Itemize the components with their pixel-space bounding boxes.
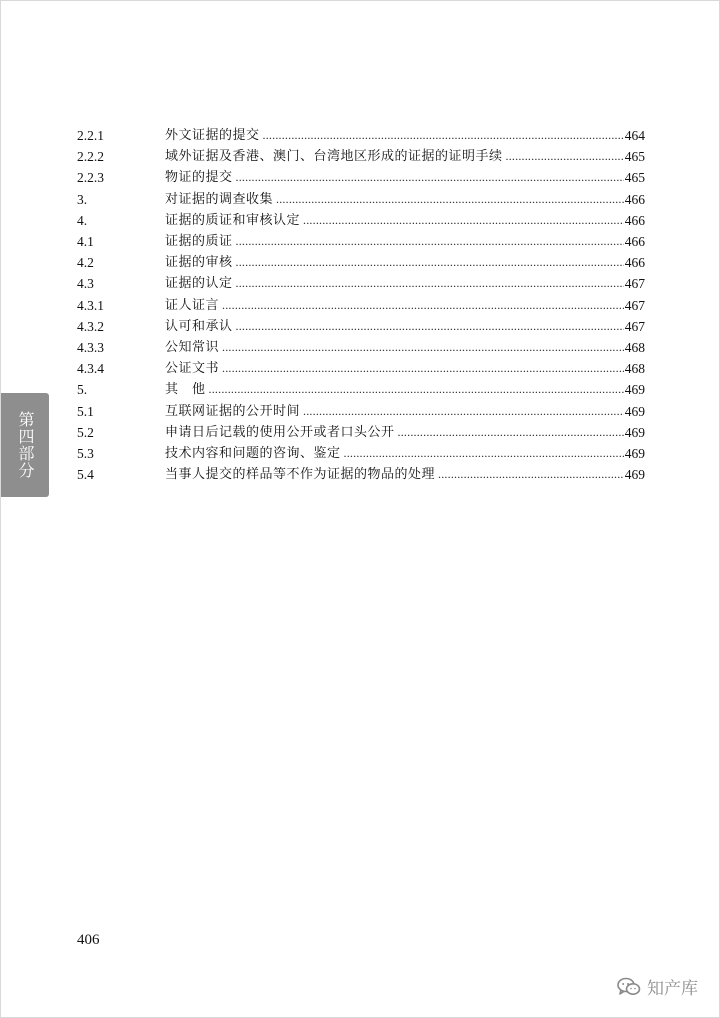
dot-leader [222, 358, 624, 379]
toc-entry-page: 466 [624, 212, 645, 228]
toc-entry-page: 465 [624, 149, 645, 165]
toc-entry-title: 证据的质证 [165, 234, 233, 250]
toc-entry-page: 469 [624, 403, 645, 419]
toc-entry-number: 5.1 [77, 403, 94, 419]
dot-leader [236, 167, 624, 188]
toc-entry-number: 4.2 [77, 255, 94, 271]
toc-entry [77, 125, 645, 146]
dot-leader [222, 295, 624, 316]
dot-leader [222, 337, 624, 358]
dot-leader [236, 316, 624, 337]
toc-entry-page: 468 [624, 361, 645, 377]
toc-entry-page: 469 [624, 424, 645, 440]
toc-entry-title: 对证据的调查收集 [165, 191, 274, 207]
watermark [617, 974, 698, 999]
section-side-tab [1, 393, 49, 497]
toc-entry [77, 464, 645, 485]
toc-entry-number: 3. [77, 191, 88, 207]
toc-entry [77, 146, 645, 167]
toc-entry-number: 5. [77, 382, 88, 398]
table-of-contents [77, 125, 645, 485]
toc-entry-page: 467 [624, 297, 645, 313]
toc-entry-title: 技术内容和问题的咨询、鉴定 [165, 445, 341, 461]
toc-entry-number: 4.3 [77, 276, 94, 292]
toc-entry-title: 申请日后记载的使用公开或者口头公开 [165, 424, 395, 440]
toc-entry-title: 当事人提交的样品等不作为证据的物品的处理 [165, 467, 436, 483]
toc-entry-number: 4.1 [77, 234, 94, 250]
toc-entry [77, 189, 645, 210]
dot-leader [506, 146, 624, 167]
toc-entry-title: 证据的认定 [165, 276, 233, 292]
toc-entry-title: 公知常识 [165, 339, 220, 355]
toc-entry-number: 4.3.1 [77, 297, 104, 313]
toc-entry [77, 358, 645, 379]
dot-leader [236, 252, 624, 273]
toc-entry-page: 466 [624, 234, 645, 250]
toc-entry-number: 4.3.4 [77, 361, 104, 377]
dot-leader [303, 210, 624, 231]
toc-entry-number: 2.2.1 [77, 128, 104, 144]
toc-entry-page: 469 [624, 467, 645, 483]
toc-entry [77, 337, 645, 358]
dot-leader [263, 125, 624, 146]
toc-entry-page: 466 [624, 191, 645, 207]
toc-entry-title: 公证文书 [165, 361, 220, 377]
dot-leader [398, 422, 624, 443]
toc-entry [77, 231, 645, 252]
page-number: 406 [77, 932, 100, 948]
toc-entry-title: 物证的提交 [165, 170, 233, 186]
toc-entry-title: 证人证言 [165, 297, 220, 313]
toc-entry [77, 210, 645, 231]
toc-entry-title: 证据的质证和审核认定 [165, 212, 301, 228]
wechat-icon [617, 977, 641, 997]
dot-leader [438, 464, 624, 485]
dot-leader [303, 401, 624, 422]
dot-leader [276, 189, 624, 210]
toc-entry-page: 469 [624, 445, 645, 461]
section-side-tab-label: 第四部分 [16, 411, 35, 479]
toc-entry-page: 469 [624, 382, 645, 398]
toc-entry-title: 域外证据及香港、澳门、台湾地区形成的证据的证明手续 [165, 149, 503, 165]
toc-entry [77, 252, 645, 273]
toc-entry-page: 467 [624, 276, 645, 292]
toc-entry-title: 证据的审核 [165, 255, 233, 271]
toc-entry-title: 认可和承认 [165, 318, 233, 334]
toc-entry-number: 2.2.2 [77, 149, 104, 165]
toc-entry-number: 4. [77, 212, 88, 228]
toc-entry-title: 其 他 [165, 382, 206, 398]
toc-entry-number: 5.3 [77, 445, 94, 461]
toc-entry [77, 295, 645, 316]
dot-leader [236, 273, 624, 294]
toc-entry-number: 4.3.2 [77, 318, 104, 334]
toc-entry-page: 468 [624, 339, 645, 355]
toc-entry-page: 464 [624, 128, 645, 144]
toc-entry [77, 422, 645, 443]
dot-leader [344, 443, 624, 464]
toc-entry-number: 4.3.3 [77, 339, 104, 355]
toc-entry-number: 2.2.3 [77, 170, 104, 186]
toc-entry-title: 外文证据的提交 [165, 128, 260, 144]
dot-leader [236, 231, 624, 252]
toc-entry-page: 465 [624, 170, 645, 186]
toc-entry-page: 466 [624, 255, 645, 271]
toc-entry-title: 互联网证据的公开时间 [165, 403, 301, 419]
dot-leader [209, 379, 624, 400]
toc-entry-page: 467 [624, 318, 645, 334]
toc-entry [77, 167, 645, 188]
toc-entry [77, 379, 645, 400]
toc-entry [77, 443, 645, 464]
watermark-text: 知产库 [647, 979, 698, 999]
toc-entry [77, 273, 645, 294]
toc-entry-number: 5.4 [77, 467, 94, 483]
toc-entry-number: 5.2 [77, 424, 94, 440]
toc-entry [77, 400, 645, 421]
toc-entry [77, 316, 645, 337]
